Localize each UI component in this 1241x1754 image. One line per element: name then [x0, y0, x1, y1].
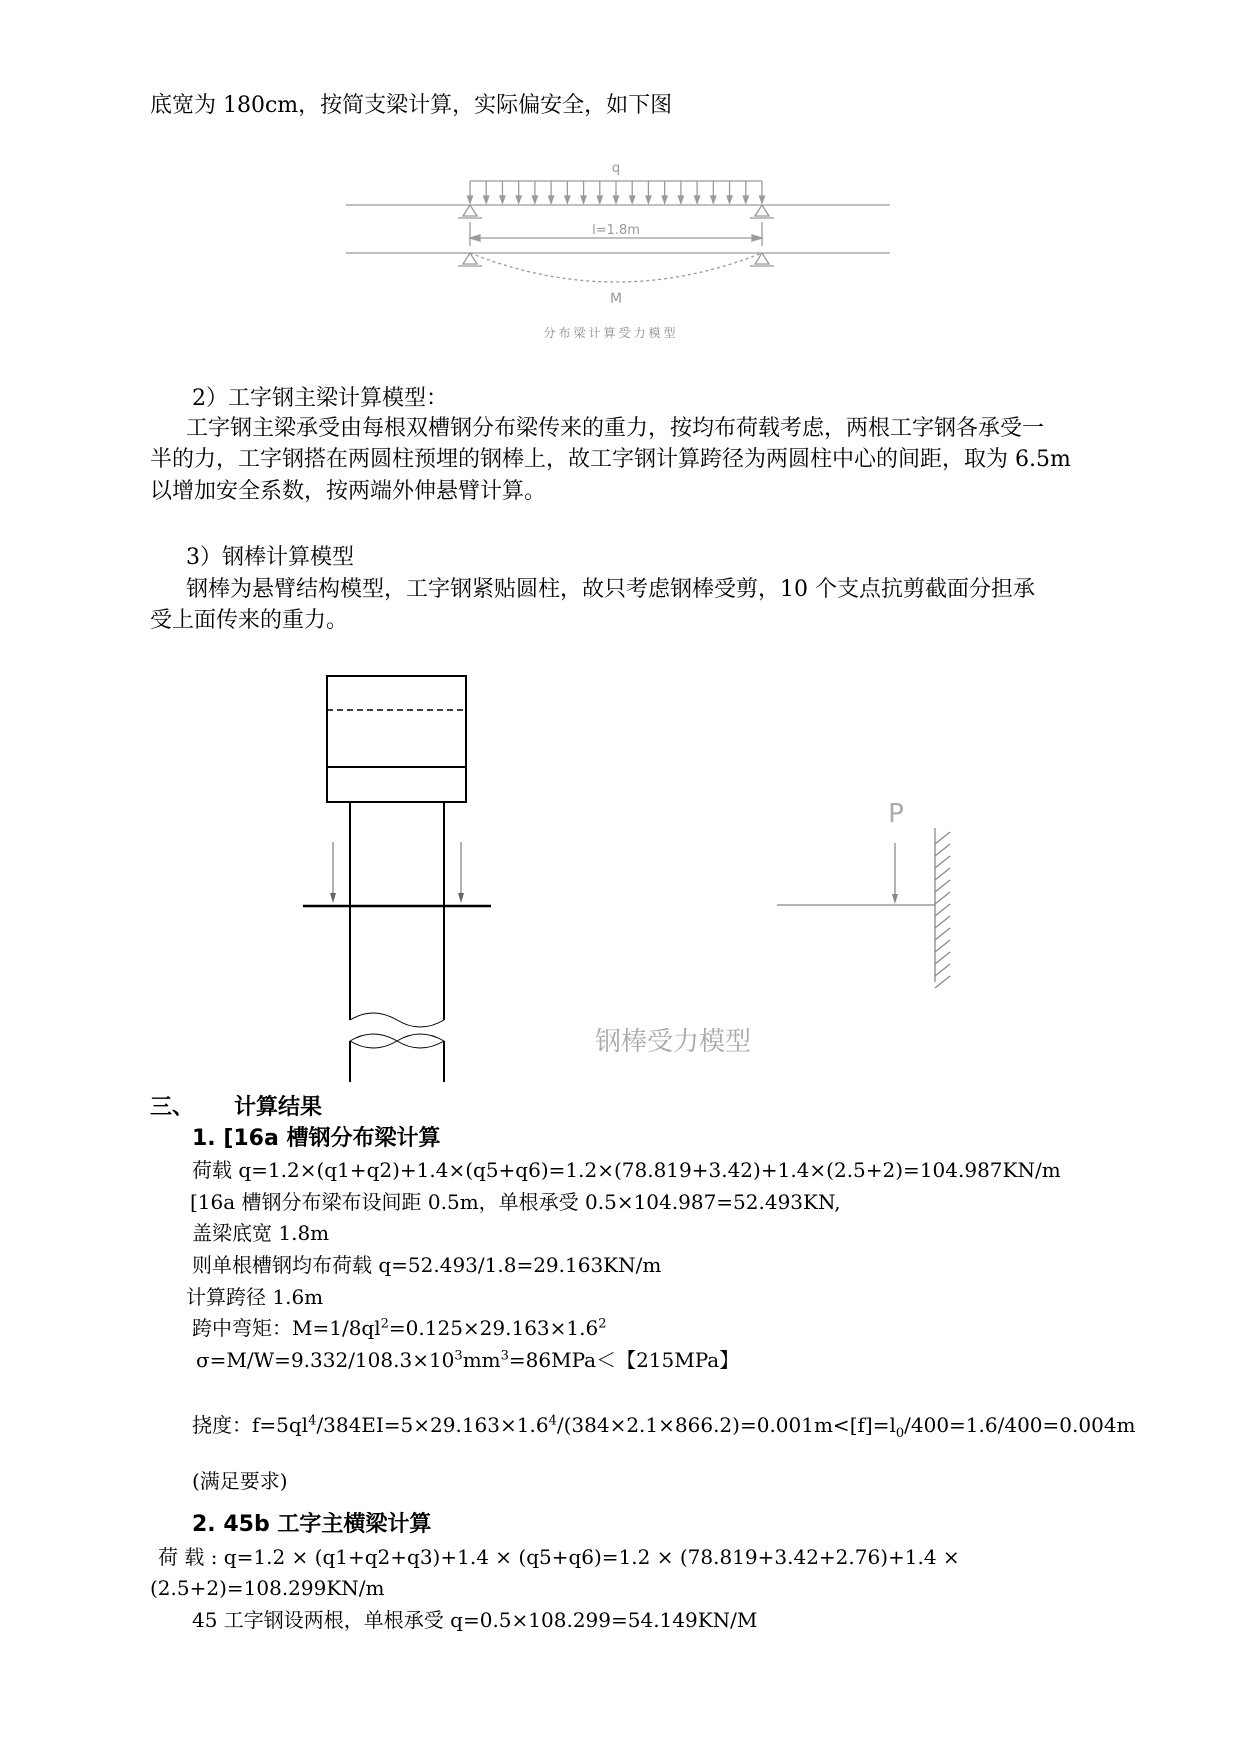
s2-line3: 45 工字钢设两根，单根承受 q=0.5×108.299=54.149KN/M: [192, 1608, 758, 1632]
load-arrowhead: [565, 196, 570, 203]
s2-line2: (2.5+2)=108.299KN/m: [150, 1576, 385, 1600]
s1-line1: 荷载 q=1.2×(q1+q2)+1.4×(q5+q6)=1.2×(78.819+3.42)+1.4×(2.5+2)=104.987KN/m: [192, 1158, 1061, 1182]
support-right-bottom: [755, 253, 769, 264]
load-arrowhead: [614, 196, 619, 203]
hatch-line: [935, 976, 950, 988]
load-arrowhead: [743, 196, 748, 203]
cap-block: [327, 676, 466, 802]
s1-line7: $\sigma=M/W=9.332/108.3\times 10^3mm^3=86MPa<$【215MPa】: [196, 1348, 740, 1372]
hatch-line: [935, 952, 950, 964]
hatch-line: [935, 940, 950, 952]
s1-line4: 则单根槽钢均布荷载 q=52.493/1.8=29.163KN/m: [192, 1253, 662, 1277]
p-label: P: [888, 799, 904, 829]
s1-line6: 跨中弯矩：$M=1/8ql^2=0.125\times 29.163\times 1.6^2$: [192, 1316, 607, 1340]
s1-line8: 挠度：$f=5ql^4/384EI=5\times 29.163\times 1.6^4/(384\times 2.1\times 866.2)=0.001m<[f]=l_0/400=1.6/400=0.004m$: [192, 1413, 1136, 1441]
load-arrowhead: [581, 196, 586, 203]
hatch-line: [935, 880, 950, 892]
load-arrowhead: [760, 196, 765, 203]
load-arrowhead: [646, 196, 651, 203]
load-arrowhead: [678, 196, 683, 203]
hatch-line: [935, 844, 950, 856]
s1-line9: (满足要求): [192, 1469, 288, 1493]
load-arrowhead: [630, 196, 635, 203]
hatch-line: [935, 964, 950, 976]
load-arrowhead: [484, 196, 489, 203]
sec3-heading: 3）钢棒计算模型: [186, 545, 354, 570]
s1-title: 1. [16a 槽钢分布梁计算: [192, 1126, 441, 1151]
hatch-line: [935, 916, 950, 928]
load-arrowhead: [500, 196, 505, 203]
load-arrowhead: [695, 196, 700, 203]
sec2-para-line1: 工字钢主梁承受由每根双槽钢分布梁传来的重力，按均布荷载考虑，两根工字钢各承受一: [186, 416, 1045, 441]
sec2-para-line3: 以增加安全系数，按两端外伸悬臂计算。: [150, 479, 547, 504]
fig2-caption: 钢棒受力模型: [594, 1027, 752, 1057]
moment-curve: [470, 253, 762, 282]
s2-line1: 荷 载 : q=1.2 × (q1+q2+q3)+1.4 × (q5+q6)=1.2 × (78.819+3.42+2.76)+1.4 ×: [158, 1545, 960, 1569]
results-heading: 计算结果: [234, 1095, 323, 1120]
s1-line3: 盖梁底宽 1.8m: [192, 1221, 330, 1245]
hatch-line: [935, 856, 950, 868]
load-arrowhead: [549, 196, 554, 203]
sec2-heading: 2）工字钢主梁计算模型：: [192, 386, 448, 411]
hatch-line: [935, 904, 950, 916]
s1-line5: 计算跨径 1.6m: [186, 1285, 324, 1309]
support-left-bottom: [463, 253, 477, 264]
wall-hatch: [935, 832, 950, 988]
s2-title: 2. 45b 工字主横梁计算: [192, 1512, 432, 1537]
q-label: q: [611, 161, 621, 176]
load-arrowhead: [468, 196, 473, 203]
hatch-line: [935, 832, 950, 844]
sec3-para-line1: 钢棒为悬臂结构模型，工字钢紧贴圆柱，故只考虑钢棒受剪，10 个支点抗剪截面分担承: [186, 577, 1035, 602]
span-label: l=1.8m: [592, 223, 640, 238]
support-left-top: [463, 205, 477, 216]
load-arrowhead: [597, 196, 602, 203]
load-arrowhead: [532, 196, 537, 203]
load-arrowhead: [727, 196, 732, 203]
sec2-para-line2: 半的力，工字钢搭在两圆柱预埋的钢棒上，故工字钢计算跨径为两圆柱中心的间距，取为 6.5m: [150, 447, 1071, 472]
load-arrowhead: [662, 196, 667, 203]
load-arrowhead: [516, 196, 521, 203]
results-heading-num: 三、: [150, 1095, 195, 1120]
hatch-line: [935, 892, 950, 904]
load-arrowhead: [711, 196, 716, 203]
fig1-caption: 分布梁计算受力模型: [543, 326, 679, 340]
hatch-line: [935, 928, 950, 940]
moment-label: M: [609, 291, 623, 307]
sec3-para-line2: 受上面传来的重力。: [150, 608, 349, 633]
hatch-line: [935, 868, 950, 880]
s1-line2: [16a 槽钢分布梁布设间距 0.5m，单根承受 0.5×104.987=52.493KN,: [190, 1190, 841, 1214]
load-arrows: [468, 181, 765, 203]
intro-line: 底宽为 180cm，按简支梁计算，实际偏安全，如下图: [150, 93, 673, 118]
support-right-top: [755, 205, 769, 216]
